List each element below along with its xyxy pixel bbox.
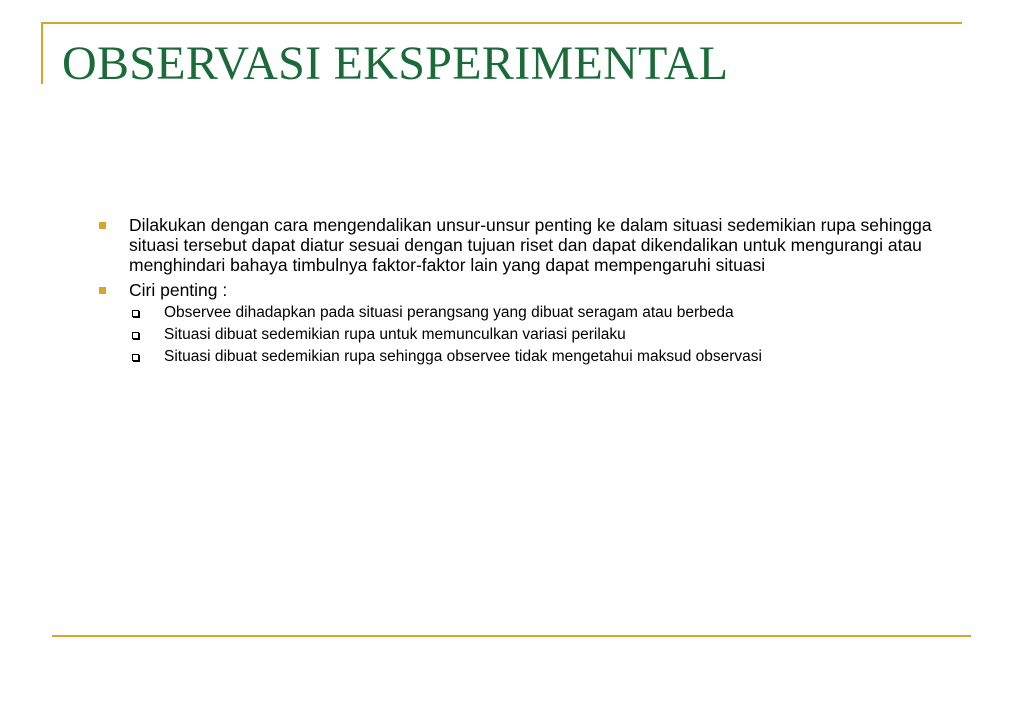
bullet-list [97,215,947,366]
square-bullet-icon [99,287,106,294]
bullet-item [97,280,947,366]
sub-bullet-text: Situasi dibuat sedemikian rupa sehingga observee tidak mengetahui maksud observasi [164,348,762,365]
bottom-rule [52,635,971,637]
top-rule [41,22,962,24]
sub-bullet-item [129,348,947,366]
slide-title: OBSERVASI EKSPERIMENTAL [62,37,729,90]
sub-bullet-item [129,304,947,322]
left-rule [41,22,43,84]
sub-bullet-text: Situasi dibuat sedemikian rupa untuk memunculkan variasi perilaku [164,326,626,343]
bullet-text: Dilakukan dengan cara mengendalikan unsur-unsur penting ke dalam situasi sedemikian rupa sehingga situasi tersebut dapat diatur sesuai dengan tujuan riset dan dapat dikendalikan untuk mengurangi atau menghindari bahaya timbulnya faktor-faktor lain yang dapat mempengaruhi situasi [129,215,932,275]
sub-bullet-item [129,326,947,344]
hollow-square-bullet-icon [132,354,139,361]
sub-bullet-text: Observee dihadapkan pada situasi perangsang yang dibuat seragam atau berbeda [164,304,734,321]
hollow-square-bullet-icon [132,332,139,339]
hollow-square-bullet-icon [132,310,139,317]
square-bullet-icon [99,222,106,229]
sub-bullet-list [129,304,947,366]
slide-content [97,215,947,371]
bullet-text: Ciri penting : [129,280,228,300]
bullet-item [97,215,947,275]
